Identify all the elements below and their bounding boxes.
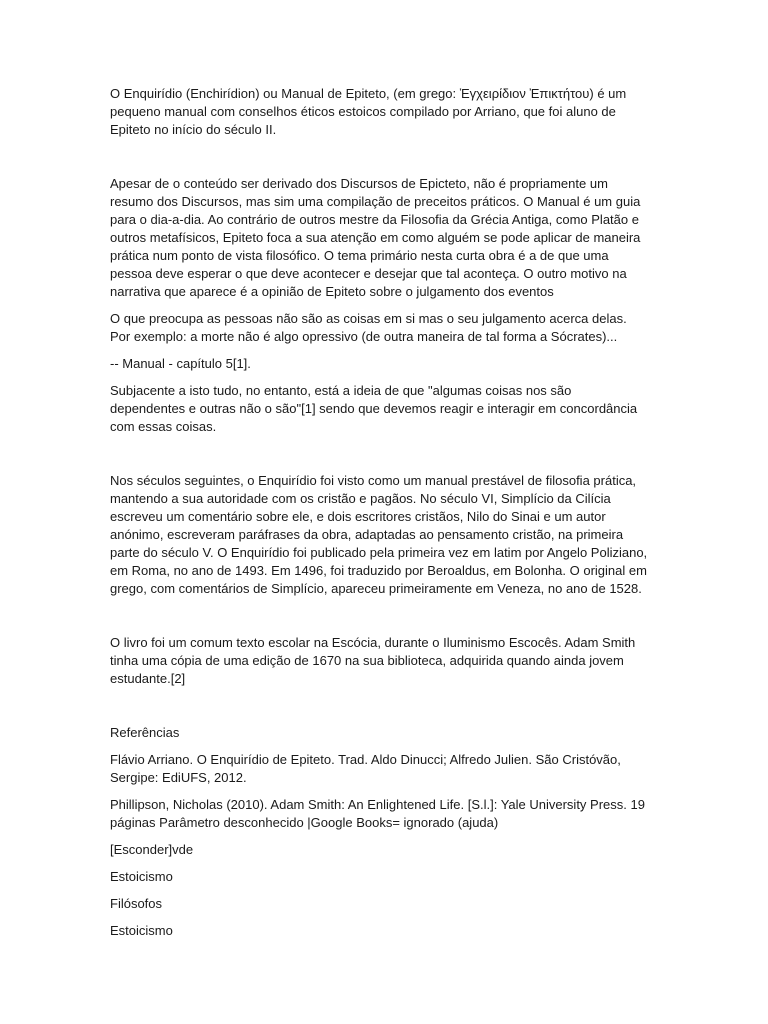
document-body bbox=[110, 85, 650, 949]
category-item: Estoicismo bbox=[110, 869, 173, 884]
body-paragraph-subjacente: Subjacente a isto tudo, no entanto, está a ideia de que "algumas coisas nos são dependentes e outras não o são"[1] sendo que devemos reagir e interagir em concordância com essas coisas. bbox=[110, 383, 638, 434]
quote-paragraph: O que preocupa as pessoas não são as coisas em si mas o seu julgamento acerca delas. Por exemplo: a morte não é algo opressivo (de outra maneira de tal forma a Sócrates)... bbox=[110, 311, 627, 344]
references-heading: Referências bbox=[110, 725, 180, 740]
intro-paragraph: O Enquirídio (Enchirídion) ou Manual de Epiteto, (em grego: Ἐγχειρίδιον Ἐπικτήτου) é um pequeno manual com conselhos éticos estoicos compilado por Arriano, que foi aluno de Epiteto no início do século II. bbox=[110, 86, 627, 137]
body-paragraph-discursos: Apesar de o conteúdo ser derivado dos Discursos de Epicteto, não é propriamente um resumo dos Discursos, mas sim uma compilação de preceitos práticos. O Manual é um guia para o dia-a-dia. Ao contrário de outros mestre da Filosofia da Grécia Antiga, como Platão e outros metafísicos, Epiteto foca a sua atenção em como alguém se pode aplicar de maneira prática num ponto de vista filosófico. O tema primário nesta curta obra é a de que uma pessoa deve esperar o que deve acontecer e desejar que tal aconteça. O outro motivo na narrativa que aparece é a opinião de Epiteto sobre o julgamento dos eventos bbox=[110, 176, 641, 299]
navbox-line: [Esconder]vde bbox=[110, 842, 194, 857]
category-item: Estoicismo bbox=[110, 923, 173, 938]
reference-item: Flávio Arriano. O Enquirídio de Epiteto. Trad. Aldo Dinucci; Alfredo Julien. São Cristóvão, Sergipe: EdiUFS, 2012. bbox=[110, 752, 621, 785]
body-paragraph-escocia: O livro foi um comum texto escolar na Escócia, durante o Iluminismo Escocês. Adam Smith tinha uma cópia de uma edição de 1670 na sua biblioteca, adquirida quando ainda jovem estudante.[2] bbox=[110, 635, 636, 686]
quote-source: -- Manual - capítulo 5[1]. bbox=[110, 356, 251, 371]
reference-item: Phillipson, Nicholas (2010). Adam Smith: An Enlightened Life. [S.l.]: Yale University Press. 19 páginas Parâmetro desconhecido |Google Books= ignorado (ajuda) bbox=[110, 797, 645, 830]
body-paragraph-historia: Nos séculos seguintes, o Enquirídio foi visto como um manual prestável de filosofia prática, mantendo a sua autoridade com os cristão e pagãos. No século VI, Simplício da Cilícia escreveu um comentário sobre ele, e dois escritores cristãos, Nilo do Sinai e um autor anónimo, escreveram paráfrases da obra, adaptadas ao pensamento cristão, na primeira parte do século V. O Enquirídio foi publicado pela primeira vez em latim por Angelo Poliziano, em Roma, no ano de 1493. Em 1496, foi traduzido por Beroaldus, em Bolonha. O original em grego, com comentários de Simplício, apareceu primeiramente em Veneza, no ano de 1528. bbox=[110, 473, 648, 596]
category-item: Filósofos bbox=[110, 896, 163, 911]
